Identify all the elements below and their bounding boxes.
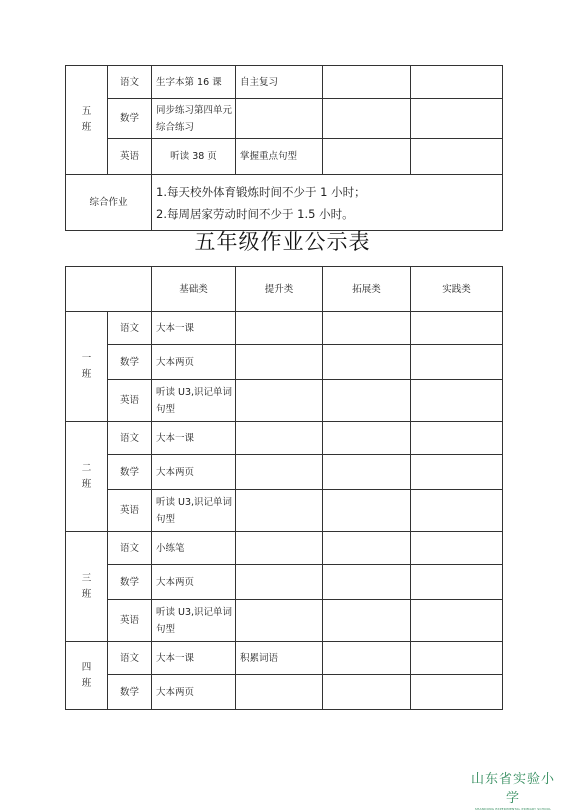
table-row — [66, 455, 503, 490]
improve-cell — [236, 600, 323, 642]
extend-cell — [323, 380, 411, 422]
extend-cell — [323, 99, 411, 139]
subject-cell: 英语 — [108, 490, 152, 532]
improve-cell — [236, 455, 323, 490]
basic-cell: 听读 U3,识记单词句型 — [152, 490, 236, 532]
header-basic: 基础类 — [152, 267, 236, 312]
comprehensive-content — [152, 175, 503, 231]
subject-cell: 语文 — [108, 642, 152, 675]
header-row — [66, 267, 503, 312]
improve-cell: 积累词语 — [236, 642, 323, 675]
subject-cell: 英语 — [108, 139, 152, 175]
header-practice: 实践类 — [411, 267, 503, 312]
table-row — [66, 312, 503, 345]
subject-cell: 语文 — [108, 422, 152, 455]
subject-cell: 英语 — [108, 380, 152, 422]
basic-cell: 听读 U3,识记单词句型 — [152, 380, 236, 422]
extend-cell — [323, 312, 411, 345]
extend-cell — [323, 345, 411, 380]
practice-cell — [411, 642, 503, 675]
class-label — [66, 532, 108, 642]
extend-cell — [323, 532, 411, 565]
basic-cell: 听读 38 页 — [152, 139, 236, 175]
subject-cell: 语文 — [108, 66, 152, 99]
practice-cell — [411, 675, 503, 710]
improve-cell — [236, 380, 323, 422]
improve-cell — [236, 675, 323, 710]
subject-cell: 英语 — [108, 600, 152, 642]
practice-cell — [411, 66, 503, 99]
basic-cell: 大本两页 — [152, 565, 236, 600]
subject-cell: 数学 — [108, 345, 152, 380]
basic-cell: 生字本第 16 课 — [152, 66, 236, 99]
improve-cell — [236, 490, 323, 532]
improve-cell — [236, 422, 323, 455]
extend-cell — [323, 600, 411, 642]
basic-cell: 听读 U3,识记单词句型 — [152, 600, 236, 642]
practice-cell — [411, 99, 503, 139]
practice-cell — [411, 422, 503, 455]
school-logo-english: SHANDONG EXPERIMENTAL PRIMARY SCHOOL — [474, 807, 552, 811]
practice-cell — [411, 345, 503, 380]
page-title: 五年级作业公示表 — [194, 230, 371, 254]
basic-cell: 大本两页 — [152, 675, 236, 710]
table-row — [66, 380, 503, 422]
comprehensive-line-1: 1.每天校外体育锻炼时间不少于 1 小时； — [156, 184, 366, 199]
header-blank — [66, 267, 152, 312]
table-row — [66, 345, 503, 380]
improve-cell — [236, 99, 323, 139]
table-row — [66, 422, 503, 455]
improve-cell — [236, 565, 323, 600]
improve-cell: 自主复习 — [236, 66, 323, 99]
class-label-char: 班 — [81, 588, 92, 600]
practice-cell — [411, 455, 503, 490]
class-label — [66, 422, 108, 532]
class-label-char: 三 — [81, 572, 92, 584]
practice-cell — [411, 532, 503, 565]
subject-cell: 数学 — [108, 99, 152, 139]
class-label-char: 班 — [81, 368, 92, 380]
practice-cell — [411, 565, 503, 600]
basic-cell: 小练笔 — [152, 532, 236, 565]
header-improve: 提升类 — [236, 267, 323, 312]
school-logo — [468, 768, 558, 811]
improve-cell: 掌握重点句型 — [236, 139, 323, 175]
subject-cell: 语文 — [108, 532, 152, 565]
extend-cell — [323, 565, 411, 600]
basic-cell: 同步练习第四单元综合练习 — [152, 99, 236, 139]
top-homework-table — [65, 65, 503, 231]
table-row — [66, 642, 503, 675]
class-label-5-line1: 五 — [81, 106, 92, 117]
practice-cell — [411, 600, 503, 642]
extend-cell — [323, 490, 411, 532]
practice-cell — [411, 490, 503, 532]
basic-cell: 大本两页 — [152, 455, 236, 490]
class-label-char: 二 — [81, 462, 92, 474]
extend-cell — [323, 675, 411, 710]
grade5-homework-table — [65, 266, 503, 710]
class-label-char: 班 — [81, 677, 92, 689]
comprehensive-label: 综合作业 — [66, 175, 152, 231]
school-logo-name: 山东省实验小学 — [470, 772, 555, 806]
practice-cell — [411, 312, 503, 345]
class-label-char: 四 — [81, 661, 92, 673]
class-label-5-line2: 班 — [81, 122, 92, 133]
practice-cell — [411, 380, 503, 422]
class-label-char: 班 — [81, 478, 92, 490]
class-label-5 — [66, 66, 108, 175]
table-row — [66, 600, 503, 642]
header-extend: 拓展类 — [323, 267, 411, 312]
subject-cell: 数学 — [108, 455, 152, 490]
class-label-char: 一 — [81, 352, 92, 364]
table-row — [66, 532, 503, 565]
basic-cell: 大本一课 — [152, 422, 236, 455]
class-label — [66, 642, 108, 710]
subject-cell: 语文 — [108, 312, 152, 345]
improve-cell — [236, 312, 323, 345]
class-label — [66, 312, 108, 422]
improve-cell — [236, 345, 323, 380]
subject-cell: 数学 — [108, 565, 152, 600]
comprehensive-line-2: 2.每周居家劳动时间不少于 1.5 小时。 — [156, 206, 354, 221]
table-row — [66, 675, 503, 710]
extend-cell — [323, 139, 411, 175]
extend-cell — [323, 66, 411, 99]
improve-cell — [236, 532, 323, 565]
table-row — [66, 490, 503, 532]
table-row — [66, 565, 503, 600]
basic-cell: 大本两页 — [152, 345, 236, 380]
extend-cell — [323, 455, 411, 490]
extend-cell — [323, 642, 411, 675]
basic-cell: 大本一课 — [152, 312, 236, 345]
practice-cell — [411, 139, 503, 175]
basic-cell: 大本一课 — [152, 642, 236, 675]
subject-cell: 数学 — [108, 675, 152, 710]
extend-cell — [323, 422, 411, 455]
